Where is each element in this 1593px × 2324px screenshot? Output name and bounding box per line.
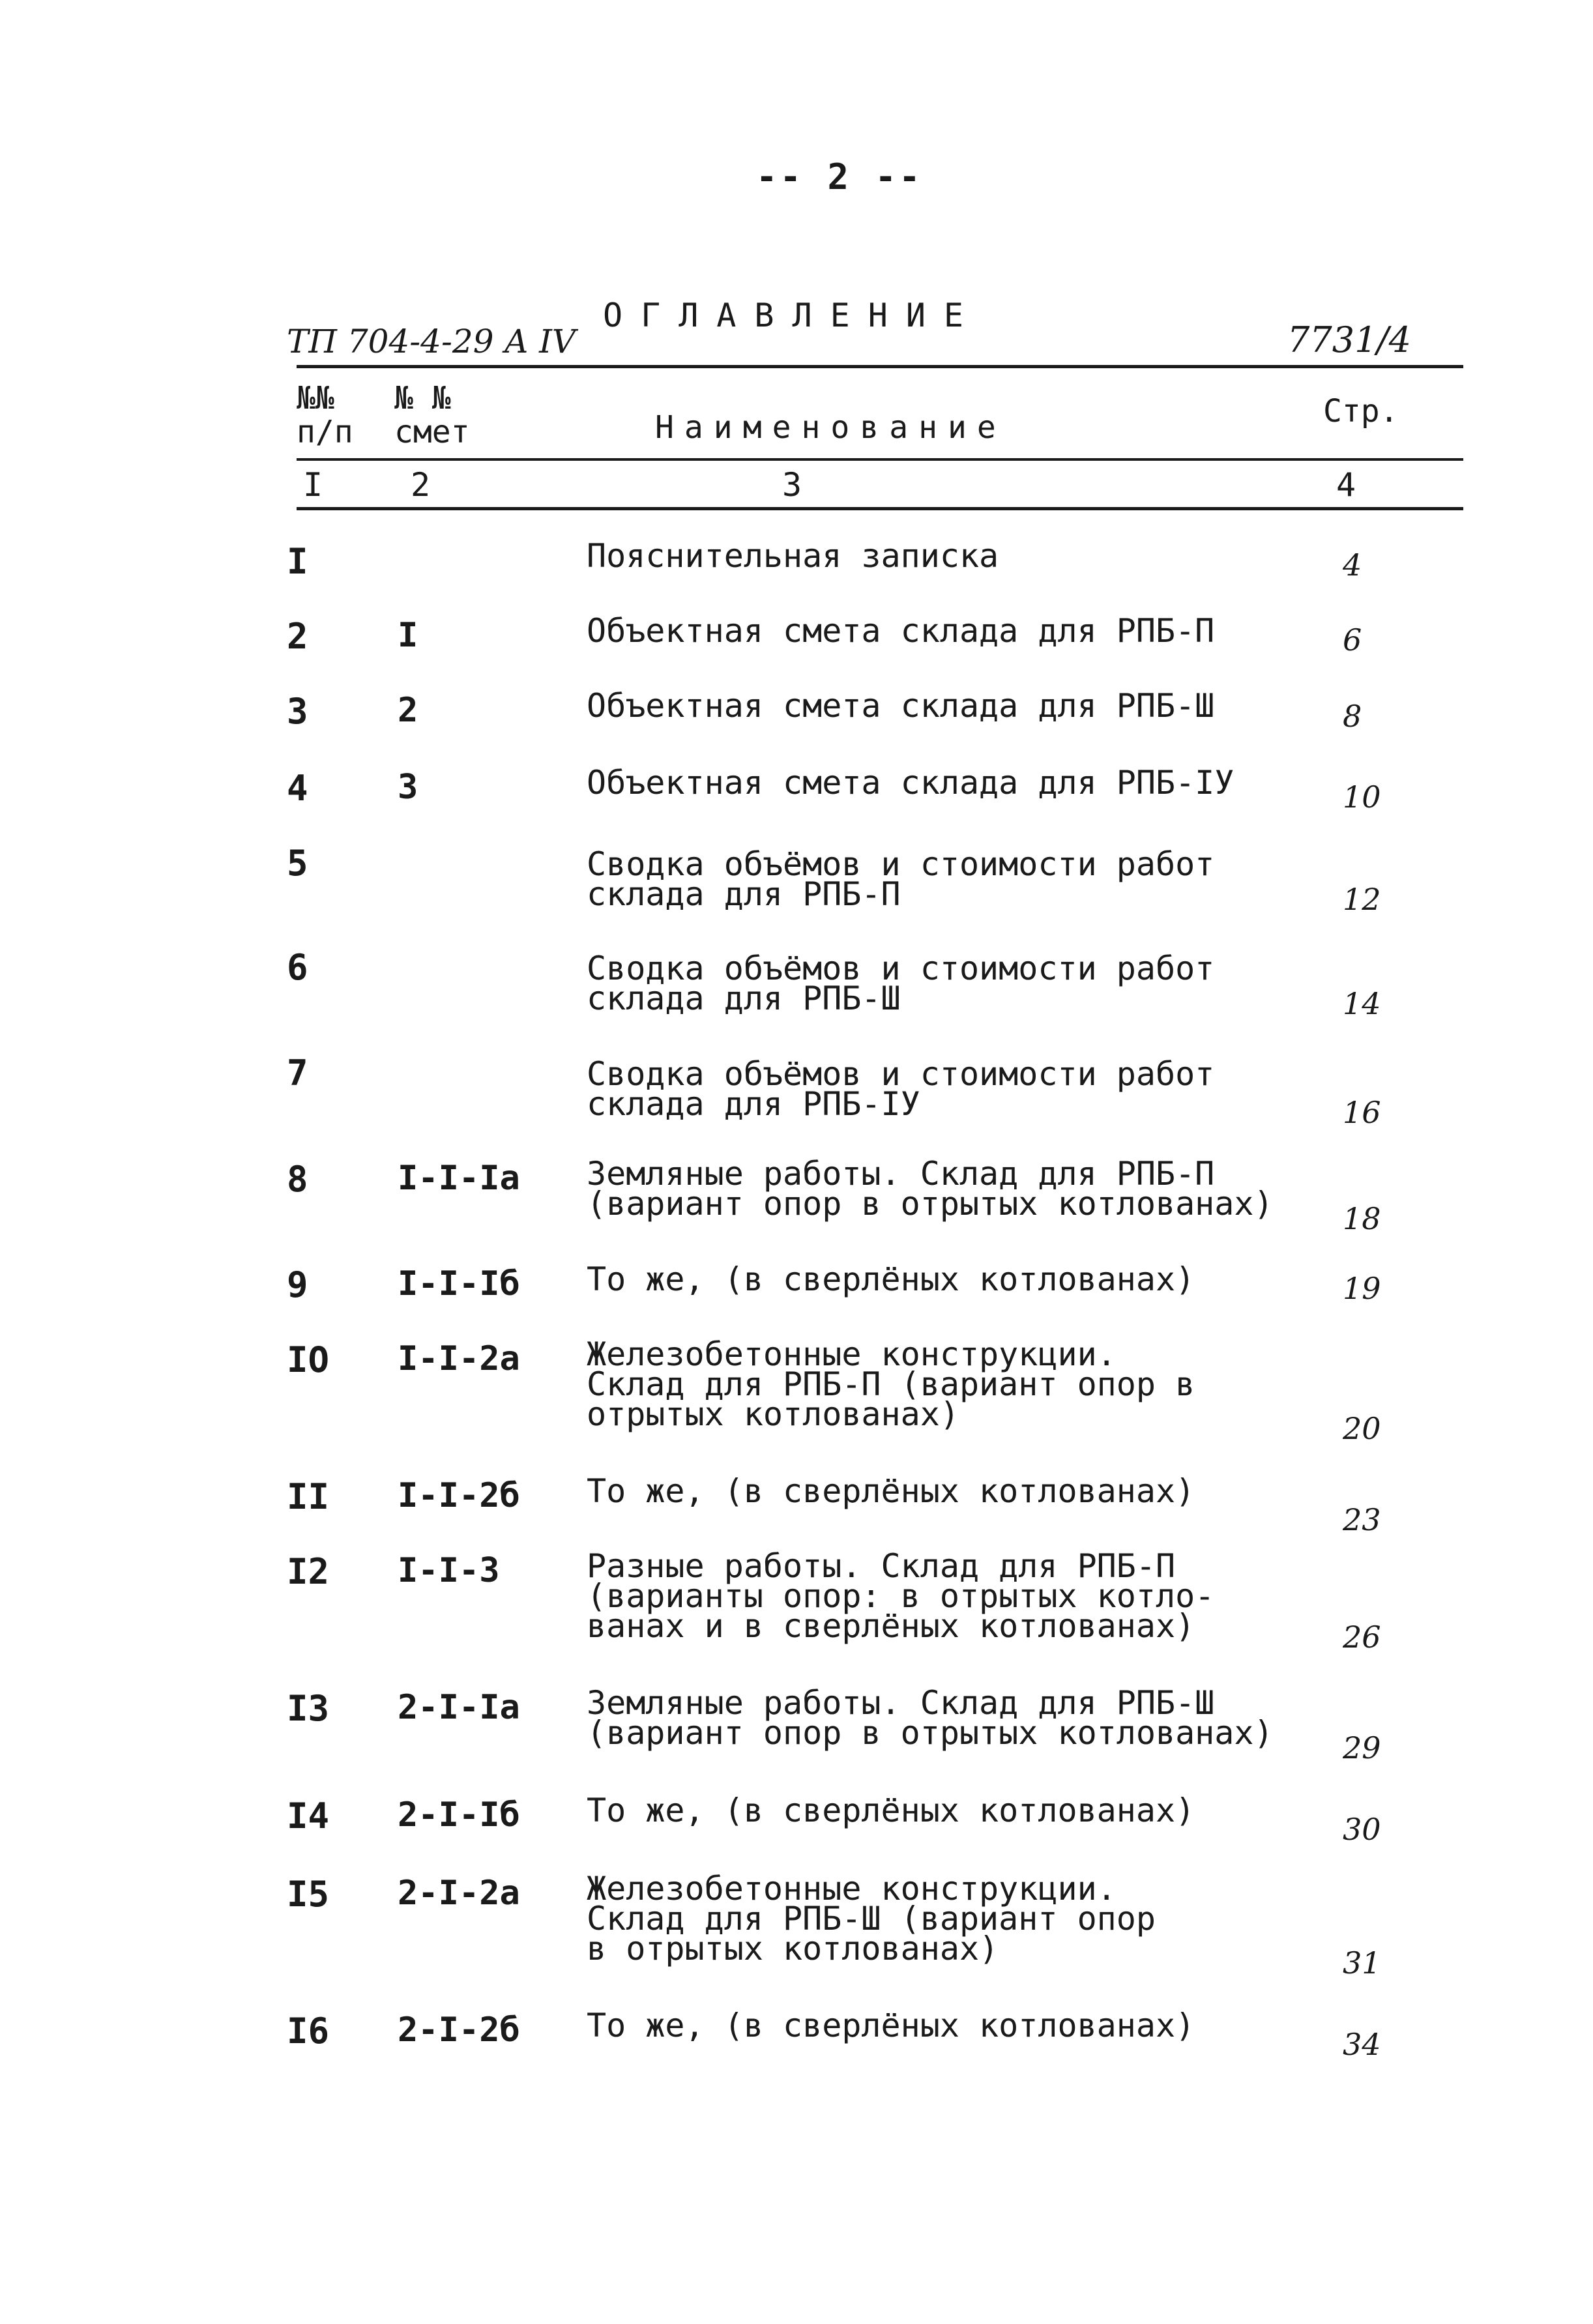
row-number: I6 (287, 2011, 330, 2052)
header-top-rule (297, 365, 1463, 368)
column-header-page: Стр. (1323, 393, 1399, 429)
row-name: То же, (в сверлёных котлованах) (587, 1472, 1195, 1510)
table-row (0, 1684, 1593, 1766)
row-estimate: 2-I-Iа (398, 1688, 520, 1727)
row-number: 6 (287, 947, 308, 988)
row-name: Объектная смета склада для РПБ-IУ (587, 764, 1235, 802)
row-page: 6 (1343, 622, 1362, 658)
column-number-4: 4 (1336, 466, 1356, 504)
document-code: ТП 704-4-29 А IV (287, 323, 576, 360)
row-name: То же, (в сверлёных котлованах) (587, 1260, 1195, 1298)
row-page: 23 (1343, 1502, 1381, 1537)
page-number: -- 2 -- (756, 156, 923, 197)
table-row (0, 687, 1593, 769)
row-page: 29 (1343, 1730, 1381, 1765)
row-page: 19 (1343, 1271, 1381, 1306)
row-estimate: I-I-Iа (398, 1159, 520, 1198)
header-middle-rule (297, 458, 1463, 461)
row-estimate: I-I-2а (398, 1339, 520, 1378)
table-row (0, 1792, 1593, 1874)
row-number: IO (287, 1339, 330, 1380)
row-page: 20 (1343, 1411, 1381, 1446)
row-page: 12 (1343, 882, 1381, 917)
table-row (0, 612, 1593, 694)
row-name: Железобетонные конструкции. Склад для РПБ-П (вариант опор в отрытых котлованах) (587, 1335, 1195, 1433)
row-page: 31 (1343, 1945, 1381, 1981)
row-number: I4 (287, 1795, 330, 1837)
row-estimate: 2-I-2а (398, 1874, 520, 1913)
row-name: Разные работы. Склад для РПБ-П (варианты опор: в отрытых котло- ванах и в сверлёных котлованах) (587, 1547, 1215, 1645)
table-row (0, 843, 1593, 921)
row-name: Сводка объёмов и стоимости работ склада для РПБ-IУ (587, 1055, 1215, 1123)
table-row (0, 1472, 1593, 1554)
row-name: Объектная смета склада для РПБ-Ш (587, 687, 1215, 725)
row-page: 4 (1343, 547, 1362, 583)
table-row (0, 1053, 1593, 1131)
row-name: Сводка объёмов и стоимости работ склада для РПБ-Ш (587, 950, 1215, 1017)
column-header-estimate-number: № № смет (394, 380, 470, 450)
table-row (0, 2007, 1593, 2089)
column-header-item-number: №№ п/п (297, 380, 353, 450)
table-row (0, 1155, 1593, 1237)
column-number-2: 2 (411, 466, 431, 504)
table-row (0, 1260, 1593, 1343)
row-estimate: I (398, 616, 418, 655)
row-number: 4 (287, 768, 308, 809)
column-number-3: 3 (782, 466, 802, 504)
row-name: Земляные работы. Склад для РПБ-Ш (вариант опор в отрытых котлованах) (587, 1684, 1274, 1752)
row-number: 7 (287, 1053, 308, 1094)
row-name: Пояснительная записка (587, 537, 999, 575)
page-title: ОГЛАВЛЕНИЕ (603, 297, 982, 334)
row-page: 30 (1343, 1812, 1381, 1847)
row-estimate: I-I-Iб (398, 1264, 520, 1303)
row-number: 9 (287, 1264, 308, 1305)
row-page: 16 (1343, 1095, 1381, 1130)
row-name: Земляные работы. Склад для РПБ-П (вариант опор в отрытых котлованах) (587, 1155, 1274, 1223)
row-number: I3 (287, 1688, 330, 1729)
row-page: 8 (1343, 699, 1362, 734)
row-estimate: I-I-3 (398, 1551, 500, 1590)
row-number: 8 (287, 1159, 308, 1200)
row-number: 2 (287, 616, 308, 657)
row-number: 3 (287, 691, 308, 732)
row-number: I5 (287, 1874, 330, 1915)
table-row (0, 764, 1593, 846)
row-estimate: 3 (398, 768, 418, 807)
row-name: То же, (в сверлёных котлованах) (587, 2007, 1195, 2044)
header-bottom-rule (297, 507, 1463, 510)
table-row (0, 947, 1593, 1025)
row-estimate: 2-I-Iб (398, 1795, 520, 1835)
table-row (0, 1870, 1593, 1981)
row-name: Сводка объёмов и стоимости работ склада для РПБ-П (587, 845, 1215, 913)
row-estimate: 2-I-2б (398, 2011, 520, 2050)
row-page: 18 (1343, 1201, 1381, 1236)
document-number: 7731/4 (1287, 319, 1411, 360)
table-row (0, 1335, 1593, 1446)
column-header-name: Наименование (655, 409, 1006, 446)
row-page: 34 (1343, 2027, 1381, 2062)
row-number: 5 (287, 843, 308, 884)
column-number-1: I (303, 466, 323, 504)
row-estimate: 2 (398, 691, 418, 730)
row-page: 14 (1343, 986, 1381, 1021)
row-name: Железобетонные конструкции. Склад для РПБ-Ш (вариант опор в отрытых котлованах) (587, 1870, 1156, 1968)
row-number: II (287, 1476, 330, 1517)
row-name: То же, (в сверлёных котлованах) (587, 1792, 1195, 1829)
row-page: 26 (1343, 1620, 1381, 1655)
row-number: I (287, 541, 308, 582)
row-number: I2 (287, 1551, 330, 1592)
row-estimate: I-I-2б (398, 1476, 520, 1515)
row-page: 10 (1343, 779, 1381, 815)
table-row (0, 537, 1593, 619)
row-name: Объектная смета склада для РПБ-П (587, 612, 1215, 650)
table-row (0, 1547, 1593, 1655)
